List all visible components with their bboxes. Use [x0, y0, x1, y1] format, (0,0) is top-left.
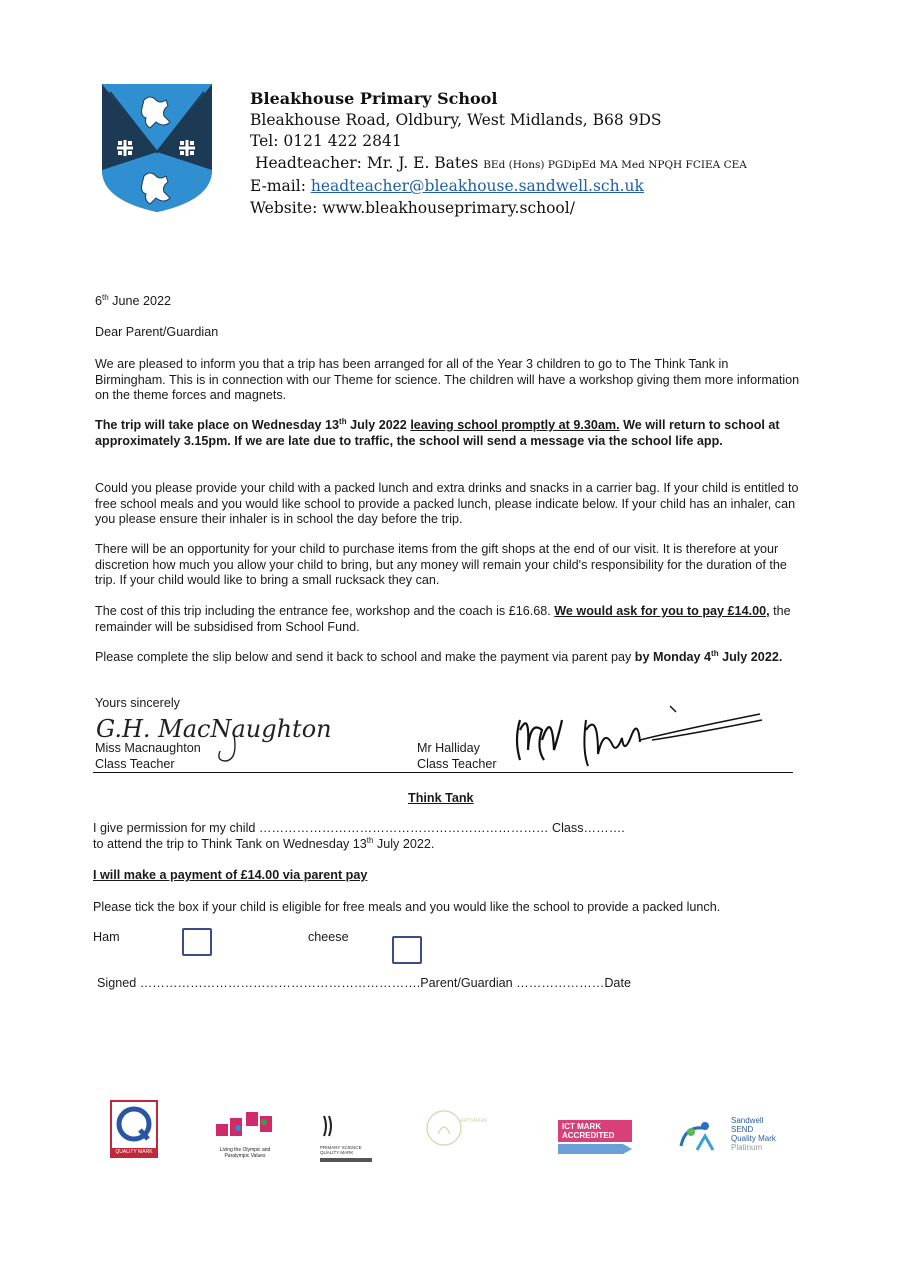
signature-halliday [512, 700, 767, 772]
email-link[interactable]: headteacher@bleakhouse.sandwell.sch.uk [310, 177, 644, 195]
ict-mark-title: ICT MARK [562, 1122, 602, 1131]
school-telephone: Tel: 0121 422 2841 [250, 132, 402, 150]
website-line: Website: www.bleakhouseprimary.school/ [250, 198, 575, 217]
headteacher-name: Headteacher: Mr. J. E. Bates [254, 153, 484, 172]
ict-mark-subtitle: ACCREDITED [562, 1131, 615, 1140]
science-mark-bar [320, 1158, 372, 1162]
send-people-icon [675, 1116, 727, 1156]
signer2-name: Mr Halliday [417, 741, 480, 755]
letterhead [250, 88, 747, 219]
ict-mark-badge [558, 1120, 632, 1142]
paragraph-gift-shop: There will be an opportunity for your child to purchase items from the gift shops at the end of our visit. It is therefore at your discretion how much you allow your child to bring, but any money will remain your child's responsibility for the duration of the trip. If your child would like to bring a small rucksack they can. [95, 542, 787, 587]
email-line [250, 176, 747, 198]
headteacher-line [250, 153, 747, 177]
closing: Yours sincerely [95, 696, 180, 710]
letter-date: 6th June 2022 [95, 292, 172, 308]
science-mark-caption: PRIMARY SCIENCE QUALITY MARK [320, 1145, 362, 1155]
paragraph-trip-intro: We are pleased to inform you that a trip has been arranged for all of the Year 3 children to go to The Think Tank in Birmingham. This is in connection with our Theme for science. The children will have a workshop giving them more information on the theme forces and magnets. [95, 357, 800, 402]
slip-signature-line: Signed ………………………………………………………….Parent/Guardian …………………Date [97, 976, 631, 990]
signer1-role: Class Teacher [95, 757, 175, 771]
tear-off-divider [93, 772, 793, 773]
slip-tick-instruction: Please tick the box if your child is eligible for free meals and you would like the school to provide a packed lunch. [93, 900, 721, 914]
paragraph-cost: The cost of this trip including the entrance fee, workshop and the coach is £16.68. We would ask for you to pay £14.00, the remainder will be subsidised from School Fund. [95, 604, 791, 634]
olympic-values-mark [212, 1110, 278, 1142]
send-mark-line4: Platinum [731, 1143, 763, 1152]
science-quality-mark-logo [320, 1112, 372, 1158]
ham-checkbox[interactable] [182, 928, 212, 956]
option-cheese-label: cheese [308, 930, 349, 944]
paragraph-trip-details: The trip will take place on Wednesday 13th July 2022 leaving school promptly at 9.30am. We will return to school at approximately 3.15pm. If we are late due to traffic, the school will send a message via the school life app. [95, 416, 780, 448]
artsmark-circle-icon [424, 1108, 464, 1148]
slip-permission-line: I give permission for my child …………………………………………………………… Class………. [93, 821, 625, 835]
send-mark-line3: Quality Mark [731, 1134, 776, 1143]
slip-title: Think Tank [408, 791, 474, 805]
olympic-values-logo [212, 1110, 278, 1158]
send-quality-mark-logo [675, 1116, 795, 1162]
salutation: Dear Parent/Guardian [95, 325, 219, 339]
school-name: Bleakhouse Primary School [250, 89, 498, 108]
artsmark-logo [424, 1108, 490, 1160]
quality-mark-caption: QUALITY MARK [112, 1148, 156, 1156]
send-mark-line1: Sandwell [731, 1116, 764, 1125]
send-mark-text [731, 1116, 776, 1152]
paragraph-return-slip: Please complete the slip below and send it back to school and make the payment via parent pay by Monday 4th July 2022. [95, 648, 783, 664]
paragraph-packed-lunch: Could you please provide your child with a packed lunch and extra drinks and snacks in a carrier bag. If your child is entitled to free school meals and you would like school to provide a packed lunch, please indicate below. If your child has an inhaler, can you please ensure their inhaler is in school the day before the trip. [95, 481, 799, 526]
school-address: Bleakhouse Road, Oldbury, West Midlands, B68 9DS [250, 110, 662, 129]
option-ham-label: Ham [93, 930, 120, 944]
quality-mark-q-icon [112, 1102, 156, 1146]
signer1-name: Miss Macnaughton [95, 741, 201, 755]
send-mark-line2: SEND [731, 1125, 754, 1134]
ict-mark-logo [558, 1120, 640, 1154]
school-crest-logo [100, 82, 214, 214]
slip-attend-line: to attend the trip to Think Tank on Wednesday 13th July 2022. [93, 835, 435, 851]
signer2-role: Class Teacher [417, 757, 497, 771]
science-mark-icon [320, 1112, 372, 1140]
artsmark-caption: ARTSMARK [460, 1118, 488, 1124]
quality-mark-logo [110, 1100, 158, 1158]
ict-mark-arrow [558, 1144, 632, 1154]
svg-text:G.H. MacNaughton: G.H. MacNaughton [96, 715, 332, 743]
headteacher-qualifications: BEd (Hons) PGDipEd MA Med NPQH FCIEA CEA [483, 158, 747, 171]
slip-payment-statement: I will make a payment of £14.00 via parent pay [93, 868, 368, 882]
cheese-checkbox[interactable] [392, 936, 422, 964]
olympic-values-caption: Living the Olympic and Paralympic Values [219, 1147, 271, 1159]
email-label: E-mail: [250, 177, 311, 195]
